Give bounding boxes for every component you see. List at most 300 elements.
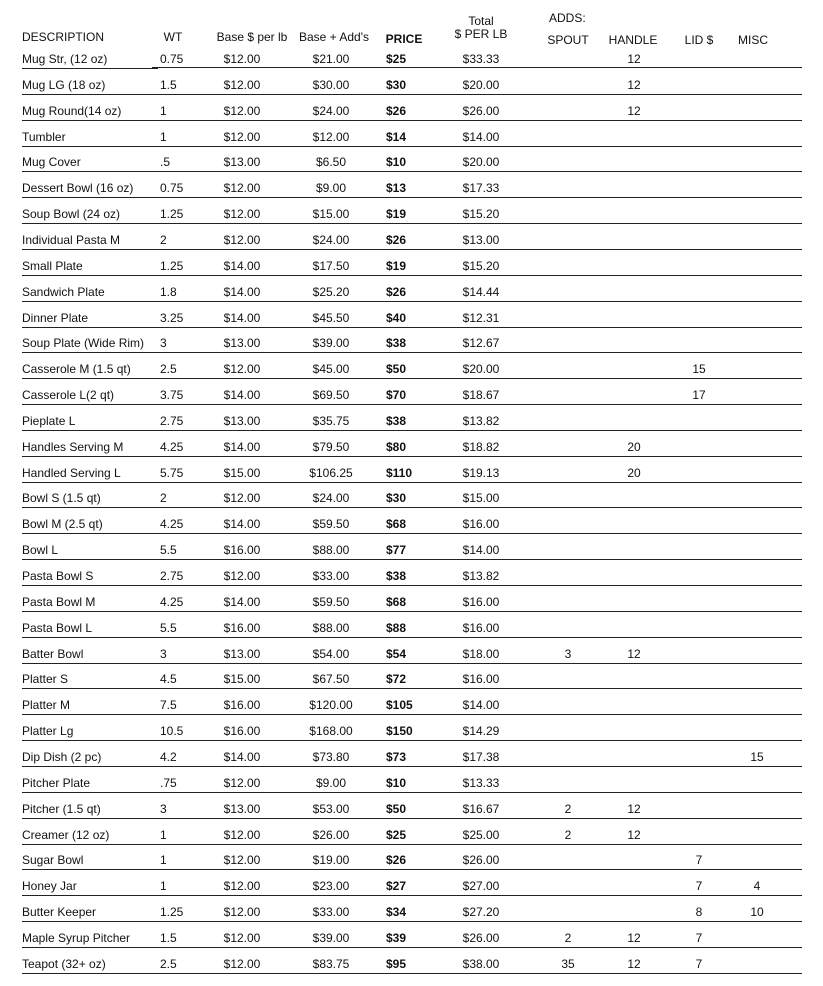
row-underline <box>152 249 802 250</box>
cell-description: Mug Str, (12 oz) <box>22 52 108 66</box>
cell-wt: 1.8 <box>160 285 177 299</box>
cell-wt: 2 <box>160 233 167 247</box>
row-underline-description <box>22 714 158 715</box>
table-row <box>0 492 823 518</box>
cell-handle: 12 <box>627 104 641 118</box>
cell-base-per-lb: $12.00 <box>223 957 261 971</box>
table-row <box>0 441 823 467</box>
cell-base-adds: $88.00 <box>312 621 350 635</box>
cell-price: $72 <box>386 672 407 686</box>
table-row <box>0 389 823 415</box>
cell-wt: 5.75 <box>160 466 184 480</box>
cell-base-per-lb: $12.00 <box>223 78 261 92</box>
row-underline-description <box>22 120 158 121</box>
row-underline <box>152 611 802 612</box>
row-underline-description <box>22 533 158 534</box>
cell-spout: 2 <box>564 931 572 945</box>
cell-total-per-lb: $14.44 <box>462 285 500 299</box>
cell-price: $30 <box>386 491 407 505</box>
cell-base-per-lb: $12.00 <box>223 569 261 583</box>
row-underline <box>152 869 802 870</box>
cell-price: $38 <box>386 414 407 428</box>
cell-base-adds: $21.00 <box>312 52 350 66</box>
cell-price: $39 <box>386 931 407 945</box>
cell-wt: 1 <box>160 853 167 867</box>
table-row <box>0 53 823 79</box>
row-underline-description <box>22 611 158 612</box>
cell-handle: 12 <box>627 957 641 971</box>
cell-base-adds: $24.00 <box>312 104 350 118</box>
table-row <box>0 286 823 312</box>
cell-base-per-lb: $12.00 <box>223 776 261 790</box>
table-row <box>0 544 823 570</box>
cell-total-per-lb: $17.33 <box>462 181 500 195</box>
cell-total-per-lb: $13.82 <box>462 569 500 583</box>
cell-total-per-lb: $18.82 <box>462 440 500 454</box>
cell-wt: 4.25 <box>160 595 184 609</box>
row-underline <box>152 94 802 95</box>
row-underline <box>152 947 802 948</box>
row-underline <box>152 301 802 302</box>
cell-description: Pieplate L <box>22 414 76 428</box>
cell-base-per-lb: $12.00 <box>223 181 261 195</box>
row-underline <box>152 766 802 767</box>
cell-base-adds: $12.00 <box>312 130 350 144</box>
header-adds: ADDS: <box>549 11 586 25</box>
cell-total-per-lb: $17.38 <box>462 750 500 764</box>
cell-base-per-lb: $14.00 <box>223 440 261 454</box>
row-underline <box>152 352 802 353</box>
row-underline-description <box>22 637 158 638</box>
cell-handle: 12 <box>627 828 641 842</box>
cell-price: $88 <box>386 621 407 635</box>
cell-base-adds: $24.00 <box>312 233 350 247</box>
row-underline-description <box>22 352 158 353</box>
cell-base-adds: $73.80 <box>312 750 350 764</box>
row-underline <box>152 223 802 224</box>
cell-wt: 4.2 <box>160 750 177 764</box>
cell-base-adds: $19.00 <box>312 853 350 867</box>
cell-wt: 5.5 <box>160 621 177 635</box>
cell-base-adds: $15.00 <box>312 207 350 221</box>
row-underline <box>152 197 802 198</box>
cell-base-per-lb: $14.00 <box>223 285 261 299</box>
cell-price: $19 <box>386 259 407 273</box>
cell-base-adds: $67.50 <box>312 672 350 686</box>
cell-price: $27 <box>386 879 407 893</box>
cell-price: $54 <box>386 647 407 661</box>
header-base-per-lb: Base $ per lb <box>216 30 288 44</box>
table-row <box>0 880 823 906</box>
cell-total-per-lb: $14.00 <box>462 543 500 557</box>
cell-total-per-lb: $18.00 <box>462 647 500 661</box>
header-base-adds: Base + Add's <box>298 30 369 44</box>
cell-price: $26 <box>386 853 407 867</box>
row-underline-description <box>22 792 158 793</box>
cell-base-per-lb: $13.00 <box>223 414 261 428</box>
cell-wt: 1 <box>160 104 167 118</box>
row-underline <box>152 404 802 405</box>
table-row <box>0 415 823 441</box>
row-underline <box>152 792 802 793</box>
row-underline-description <box>22 895 158 896</box>
cell-description: Dessert Bowl (16 oz) <box>22 181 134 195</box>
row-underline <box>152 844 802 845</box>
cell-base-per-lb: $14.00 <box>223 517 261 531</box>
cell-price: $10 <box>386 776 407 790</box>
cell-base-per-lb: $12.00 <box>223 52 261 66</box>
cell-base-adds: $33.00 <box>312 569 350 583</box>
cell-total-per-lb: $25.00 <box>462 828 500 842</box>
cell-total-per-lb: $15.20 <box>462 207 500 221</box>
cell-description: Maple Syrup Pitcher <box>22 931 131 945</box>
row-underline-description <box>22 146 158 147</box>
cell-handle: 20 <box>627 440 641 454</box>
row-underline-description <box>22 844 158 845</box>
cell-base-adds: $26.00 <box>312 828 350 842</box>
table-row <box>0 260 823 286</box>
cell-wt: 10.5 <box>160 724 184 738</box>
cell-total-per-lb: $27.00 <box>462 879 500 893</box>
cell-price: $150 <box>386 724 413 738</box>
cell-description: Teapot (32+ oz) <box>22 957 106 971</box>
cell-price: $13 <box>386 181 407 195</box>
row-underline-description <box>22 663 158 664</box>
cell-base-adds: $9.00 <box>315 181 347 195</box>
row-underline-description <box>22 559 158 560</box>
cell-price: $38 <box>386 336 407 350</box>
cell-handle: 20 <box>627 466 641 480</box>
row-underline <box>152 67 802 68</box>
cell-wt: 3 <box>160 802 167 816</box>
cell-wt: 4.25 <box>160 440 184 454</box>
cell-price: $73 <box>386 750 407 764</box>
cell-total-per-lb: $20.00 <box>462 78 500 92</box>
cell-base-per-lb: $13.00 <box>223 647 261 661</box>
cell-price: $110 <box>386 466 413 480</box>
row-underline <box>152 740 802 741</box>
table-row <box>0 648 823 674</box>
cell-base-per-lb: $12.00 <box>223 207 261 221</box>
table-row <box>0 312 823 338</box>
cell-total-per-lb: $16.00 <box>462 595 500 609</box>
cell-base-per-lb: $14.00 <box>223 388 261 402</box>
row-underline-description <box>22 404 158 405</box>
row-underline <box>152 378 802 379</box>
cell-base-adds: $69.50 <box>312 388 350 402</box>
row-underline <box>152 533 802 534</box>
cell-base-adds: $6.50 <box>315 155 347 169</box>
row-underline-description <box>22 94 158 95</box>
cell-price: $68 <box>386 595 407 609</box>
cell-base-per-lb: $16.00 <box>223 724 261 738</box>
cell-base-adds: $59.50 <box>312 517 350 531</box>
table-row <box>0 829 823 855</box>
cell-lid: 8 <box>695 905 703 919</box>
cell-total-per-lb: $16.00 <box>462 672 500 686</box>
row-underline-description <box>22 68 158 69</box>
row-underline <box>152 663 802 664</box>
cell-price: $50 <box>386 802 407 816</box>
cell-price: $68 <box>386 517 407 531</box>
cell-description: Butter Keeper <box>22 905 97 919</box>
cell-price: $95 <box>386 957 407 971</box>
cell-wt: .75 <box>160 776 177 790</box>
cell-lid: 15 <box>692 362 706 376</box>
cell-base-adds: $88.00 <box>312 543 350 557</box>
cell-wt: 3 <box>160 336 167 350</box>
cell-price: $70 <box>386 388 407 402</box>
cell-base-per-lb: $12.00 <box>223 853 261 867</box>
cell-base-adds: $53.00 <box>312 802 350 816</box>
cell-wt: 1.25 <box>160 207 184 221</box>
cell-base-per-lb: $12.00 <box>223 828 261 842</box>
cell-price: $34 <box>386 905 407 919</box>
cell-total-per-lb: $26.00 <box>462 853 500 867</box>
cell-base-per-lb: $15.00 <box>223 466 261 480</box>
cell-base-per-lb: $12.00 <box>223 362 261 376</box>
table-row <box>0 622 823 648</box>
cell-total-per-lb: $26.00 <box>462 931 500 945</box>
cell-description: Batter Bowl <box>22 647 84 661</box>
table-row <box>0 337 823 363</box>
cell-wt: 1.25 <box>160 259 184 273</box>
table-row <box>0 958 823 984</box>
cell-base-per-lb: $12.00 <box>223 905 261 919</box>
cell-description: Mug Round(14 oz) <box>22 104 122 118</box>
cell-base-adds: $39.00 <box>312 336 350 350</box>
cell-base-adds: $120.00 <box>309 698 353 712</box>
cell-base-adds: $45.50 <box>312 311 350 325</box>
cell-base-adds: $33.00 <box>312 905 350 919</box>
cell-wt: 1.5 <box>160 931 177 945</box>
cell-price: $26 <box>386 104 407 118</box>
cell-description: Bowl L <box>22 543 59 557</box>
cell-description: Creamer (12 oz) <box>22 828 110 842</box>
cell-lid: 7 <box>695 957 703 971</box>
cell-total-per-lb: $12.67 <box>462 336 500 350</box>
row-underline <box>152 120 802 121</box>
cell-base-per-lb: $15.00 <box>223 672 261 686</box>
row-underline-description <box>22 430 158 431</box>
cell-base-adds: $79.50 <box>312 440 350 454</box>
cell-base-adds: $23.00 <box>312 879 350 893</box>
cell-price: $40 <box>386 311 407 325</box>
cell-total-per-lb: $38.00 <box>462 957 500 971</box>
header-price: PRICE <box>385 32 423 46</box>
row-underline-description <box>22 921 158 922</box>
cell-wt: 2.75 <box>160 569 184 583</box>
cell-spout: 3 <box>564 647 572 661</box>
cell-spout: 2 <box>564 828 572 842</box>
cell-description: Pasta Bowl S <box>22 569 94 583</box>
cell-total-per-lb: $27.20 <box>462 905 500 919</box>
cell-price: $19 <box>386 207 407 221</box>
row-underline <box>152 146 802 147</box>
table-row <box>0 751 823 777</box>
cell-lid: 17 <box>692 388 706 402</box>
cell-base-per-lb: $14.00 <box>223 750 261 764</box>
header-total-line2: $ PER LB <box>454 27 508 41</box>
cell-description: Dip Dish (2 pc) <box>22 750 102 764</box>
cell-handle: 12 <box>627 647 641 661</box>
row-underline-description <box>22 507 158 508</box>
row-underline <box>152 171 802 172</box>
header-total-line1: Total <box>468 14 494 28</box>
table-row <box>0 596 823 622</box>
row-underline <box>152 688 802 689</box>
cell-price: $105 <box>386 698 413 712</box>
cell-description: Platter Lg <box>22 724 74 738</box>
header-description: DESCRIPTION <box>22 30 105 44</box>
cell-description: Small Plate <box>22 259 83 273</box>
cell-spout: 35 <box>561 957 575 971</box>
cell-total-per-lb: $15.20 <box>462 259 500 273</box>
cell-base-adds: $39.00 <box>312 931 350 945</box>
cell-base-per-lb: $16.00 <box>223 621 261 635</box>
row-underline-description <box>22 171 158 172</box>
cell-description: Casserole L(2 qt) <box>22 388 115 402</box>
cell-handle: 12 <box>627 931 641 945</box>
cell-description: Sandwich Plate <box>22 285 105 299</box>
row-underline-description <box>22 301 158 302</box>
cell-description: Pasta Bowl L <box>22 621 93 635</box>
cell-total-per-lb: $12.31 <box>462 311 500 325</box>
cell-base-adds: $59.50 <box>312 595 350 609</box>
row-underline-description <box>22 249 158 250</box>
cell-total-per-lb: $15.00 <box>462 491 500 505</box>
cell-base-per-lb: $16.00 <box>223 698 261 712</box>
cell-total-per-lb: $20.00 <box>462 362 500 376</box>
cell-wt: 2.75 <box>160 414 184 428</box>
cell-price: $26 <box>386 285 407 299</box>
row-underline-description <box>22 275 158 276</box>
cell-description: Bowl M (2.5 qt) <box>22 517 103 531</box>
table-row <box>0 156 823 182</box>
table-row <box>0 803 823 829</box>
cell-base-adds: $83.75 <box>312 957 350 971</box>
cell-description: Individual Pasta M <box>22 233 121 247</box>
table-row <box>0 854 823 880</box>
cell-base-adds: $25.20 <box>312 285 350 299</box>
header-misc: MISC <box>738 33 768 47</box>
row-underline <box>152 585 802 586</box>
row-underline-description <box>22 947 158 948</box>
row-underline-description <box>22 585 158 586</box>
cell-price: $25 <box>386 828 407 842</box>
cell-description: Dinner Plate <box>22 311 89 325</box>
cell-description: Platter M <box>22 698 71 712</box>
cell-wt: 1 <box>160 828 167 842</box>
row-underline <box>152 430 802 431</box>
cell-base-per-lb: $13.00 <box>223 336 261 350</box>
cell-base-per-lb: $14.00 <box>223 259 261 273</box>
cell-description: Handles Serving M <box>22 440 124 454</box>
row-underline <box>152 275 802 276</box>
cell-total-per-lb: $16.00 <box>462 517 500 531</box>
cell-wt: 5.5 <box>160 543 177 557</box>
cell-description: Platter S <box>22 672 69 686</box>
row-underline-description <box>22 327 158 328</box>
table-row <box>0 131 823 157</box>
cell-total-per-lb: $33.33 <box>462 52 500 66</box>
cell-wt: 4.25 <box>160 517 184 531</box>
cell-description: Pasta Bowl M <box>22 595 96 609</box>
cell-handle: 12 <box>627 78 641 92</box>
cell-total-per-lb: $19.13 <box>462 466 500 480</box>
cell-base-per-lb: $14.00 <box>223 311 261 325</box>
cell-total-per-lb: $14.29 <box>462 724 500 738</box>
cell-base-per-lb: $12.00 <box>223 233 261 247</box>
cell-lid: 7 <box>695 853 703 867</box>
cell-total-per-lb: $13.00 <box>462 233 500 247</box>
cell-description: Mug Cover <box>22 155 81 169</box>
cell-base-adds: $35.75 <box>312 414 350 428</box>
row-underline-description <box>22 973 158 974</box>
cell-base-adds: $54.00 <box>312 647 350 661</box>
row-underline-description <box>22 378 158 379</box>
table-row <box>0 932 823 958</box>
cell-total-per-lb: $16.00 <box>462 621 500 635</box>
cell-wt: 7.5 <box>160 698 177 712</box>
cell-wt: 3 <box>160 647 167 661</box>
cell-total-per-lb: $13.33 <box>462 776 500 790</box>
table-row <box>0 699 823 725</box>
cell-description: Casserole M (1.5 qt) <box>22 362 131 376</box>
cell-wt: 3.25 <box>160 311 184 325</box>
cell-base-adds: $17.50 <box>312 259 350 273</box>
cell-total-per-lb: $18.67 <box>462 388 500 402</box>
cell-description: Honey Jar <box>22 879 77 893</box>
cell-price: $80 <box>386 440 407 454</box>
cell-wt: 1.5 <box>160 78 177 92</box>
cell-wt: 2.5 <box>160 957 177 971</box>
row-underline-description <box>22 818 158 819</box>
table-row <box>0 208 823 234</box>
row-underline-description <box>22 766 158 767</box>
cell-price: $25 <box>386 52 407 66</box>
cell-description: Sugar Bowl <box>22 853 84 867</box>
cell-price: $50 <box>386 362 407 376</box>
header-spout: SPOUT <box>547 33 589 47</box>
row-underline-description <box>22 197 158 198</box>
cell-wt: 1 <box>160 130 167 144</box>
row-underline <box>152 327 802 328</box>
cell-base-per-lb: $16.00 <box>223 543 261 557</box>
cell-base-adds: $9.00 <box>315 776 347 790</box>
row-underline-description <box>22 869 158 870</box>
cell-handle: 12 <box>627 52 641 66</box>
cell-description: Tumbler <box>22 130 66 144</box>
row-underline-description <box>22 740 158 741</box>
cell-base-per-lb: $14.00 <box>223 595 261 609</box>
row-underline <box>152 973 802 974</box>
row-underline-description <box>22 688 158 689</box>
table-row <box>0 363 823 389</box>
cell-price: $77 <box>386 543 407 557</box>
cell-total-per-lb: $14.00 <box>462 698 500 712</box>
cell-base-adds: $30.00 <box>312 78 350 92</box>
header-wt: WT <box>163 30 183 44</box>
cell-price: $30 <box>386 78 407 92</box>
cell-lid: 7 <box>695 879 703 893</box>
cell-wt: 0.75 <box>160 181 184 195</box>
row-underline-description <box>22 482 158 483</box>
cell-price: $10 <box>386 155 407 169</box>
cell-price: $38 <box>386 569 407 583</box>
cell-base-per-lb: $12.00 <box>223 879 261 893</box>
cell-base-per-lb: $12.00 <box>223 931 261 945</box>
